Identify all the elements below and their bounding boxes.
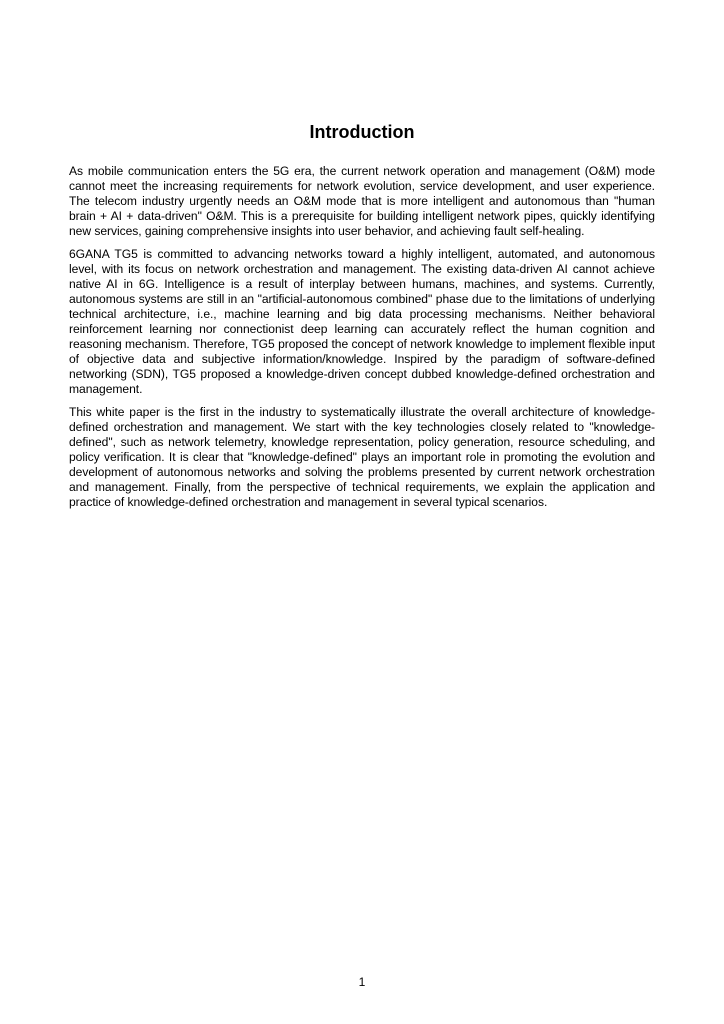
page-title: Introduction	[309, 122, 415, 142]
paragraph-3: This white paper is the first in the industry to systematically illustrate the overall architecture of knowledge-defined orchestration and management. We start with the key technologies closely related to "knowledge-defined", such as network telemetry, knowledge representation, policy generation, resource scheduling, and policy verification. It is clear that "knowledge-defined" plays an important role in promoting the evolution and development of autonomous networks and solving the problems presented by current network orchestration and management. Finally, from the perspective of technical requirements, we explain the application and practice of knowledge-defined orchestration and management in several typical scenarios.	[69, 405, 655, 509]
paragraph-1: As mobile communication enters the 5G era, the current network operation and management (O&M) mode cannot meet the increasing requirements for network evolution, service development, and user experience. The telecom industry urgently needs an O&M mode that is more intelligent and autonomous than "human brain + AI + data-driven" O&M. This is a prerequisite for building intelligent network pipes, quickly identifying new services, gaining comprehensive insights into user behavior, and achieving fault self-healing.	[69, 164, 655, 238]
page-number: 1	[358, 975, 366, 989]
paragraph-2: 6GANA TG5 is committed to advancing networks toward a highly intelligent, automated, and autonomous level, with its focus on network orchestration and management. The existing data-driven AI cannot achieve native AI in 6G. Intelligence is a result of interplay between humans, machines, and systems. Currently, autonomous systems are still in an "artificial-autonomous combined" phase due to the limitations of underlying technical architecture, i.e., machine learning and big data processing mechanisms. Neither behavioral reinforcement learning nor connectionist deep learning can accurately reflect the human cognition and reasoning mechanism. Therefore, TG5 proposed the concept of network knowledge to implement flexible input of objective data and subjective information/knowledge. Inspired by the paradigm of software-defined networking (SDN), TG5 proposed a knowledge-driven concept dubbed knowledge-defined orchestration and management.	[69, 247, 655, 396]
body-text	[69, 164, 655, 518]
